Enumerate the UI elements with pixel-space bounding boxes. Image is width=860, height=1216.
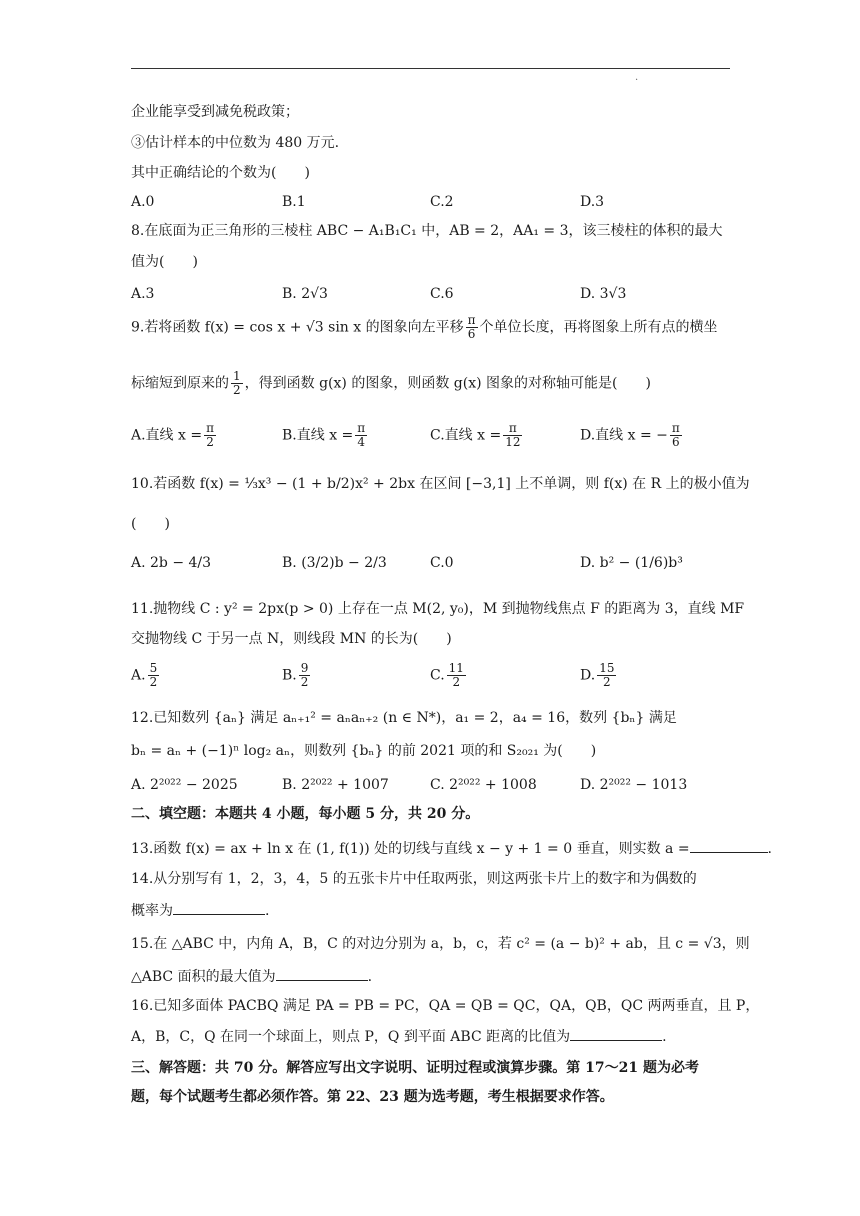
fraction-numerator: π [206,421,214,435]
q12-option-d: D. 2²⁰²² − 1013 [580,777,688,793]
fraction-denominator: 2 [300,675,309,689]
q10-option-d: D. b² − (1/6)b³ [580,555,683,571]
q9-line-a-pre: 9.若将函数 f(x) = cos x + √3 sin x 的图象向左平移 [131,319,464,336]
q13-text: 13.函数 f(x) = ax + ln x 在 (1, f(1)) 处的切线与直线 x − y + 1 = 0 垂直，则实数 a = [131,841,690,857]
q12-option-a: A. 2²⁰²² − 2025 [131,777,238,793]
q15-answer-blank[interactable] [276,966,368,981]
fraction-numerator: π [357,421,366,435]
q10-option-a: A. 2b − 4/3 [131,555,212,571]
fraction-numerator: π [467,313,476,327]
fraction-denominator: 2 [233,383,241,397]
fraction-denominator: 6 [467,327,476,341]
fraction-denominator: 4 [357,435,366,449]
option-prefix: D. [580,667,596,684]
fraction-numerator: 1 [233,369,241,383]
q8-line-a: 8.在底面为正三角形的三棱柱 ABC − A₁B₁C₁ 中，AB = 2，AA₁ = 3，该三棱柱的体积的最大 [131,223,723,239]
q9-scale-fraction [231,370,243,397]
q16-line-b [131,1026,667,1047]
q14-text: 概率为 [131,903,173,919]
q10-option-b: B. (3/2)b − 2/3 [282,555,387,571]
fraction-denominator: 2 [452,675,461,689]
fraction-denominator: 2 [206,435,214,449]
fraction-denominator: 2 [149,675,158,689]
q12-line-b: bₙ = aₙ + (−1)ⁿ log₂ aₙ，则数列 {bₙ} 的前 2021 项的和 S₂₀₂₁ 为( ) [131,743,597,759]
option-prefix: B.直线 x = [282,427,354,444]
fraction-denominator: 6 [672,435,680,449]
q7-line-a: 企业能享受到减免税政策； [131,104,299,120]
fraction-denominator: 2 [603,675,611,689]
section-3-heading-a: 三、解答题：共 70 分。解答应写出文字说明、证明过程或演算步骤。第 17～21 题为必考 [131,1060,699,1076]
fraction-numerator: 9 [300,661,309,675]
q8-option-c: C.6 [430,286,454,302]
q15-end: . [367,969,373,985]
option-prefix: B. [282,667,297,684]
header-rule [131,68,730,69]
q15-line-a: 15.在 △ABC 中，内角 A，B，C 的对边分别为 a，b，c，若 c² = (a − b)² + ab，且 c = √3，则 [131,936,750,952]
q7-option-b: B.1 [282,194,306,210]
q7-option-d: D.3 [580,194,605,210]
q11-option-c [430,662,468,689]
q9-line-b [131,370,651,397]
q7-line-b: ③估计样本的中位数为 480 万元. [131,135,340,151]
q9-line-b-pre: 标缩短到原来的 [131,375,229,392]
q12-option-c: C. 2²⁰²² + 1008 [430,777,537,793]
q8-line-b: 值为( ) [131,254,198,270]
q15-line-b [131,966,372,987]
q7-line-c: 其中正确结论的个数为( ) [131,165,310,181]
section-2-heading: 二、填空题：本题共 4 小题，每小题 5 分，共 20 分。 [131,806,480,822]
fraction-numerator: 11 [448,661,464,675]
q11-line-b: 交抛物线 C 于另一点 N，则线段 MN 的长为( ) [131,631,452,647]
q16-end: . [662,1029,667,1045]
header-mark: . [635,72,639,83]
q9-line-b-post: ，得到函数 g(x) 的图象，则函数 g(x) 图象的对称轴可能是( ) [244,375,651,392]
q13-answer-blank[interactable] [690,838,768,853]
q10-line-a: 10.若函数 f(x) = ⅓x³ − (1 + b/2)x² + 2bx 在区间 [−3,1] 上不单调，则 f(x) 在 R 上的极小值为 [131,476,750,492]
q7-option-c: C.2 [430,194,454,210]
q14-line-b [131,900,269,921]
q16-answer-blank[interactable] [570,1026,662,1041]
q8-option-b: B. 2√3 [282,286,328,302]
q7-option-a: A.0 [131,194,155,210]
q8-option-d: D. 3√3 [580,286,627,302]
option-prefix: D.直线 x = − [580,427,668,444]
q11-option-d [580,662,618,689]
section-3-heading-b: 题，每个试题考生都必须作答。第 22、23 题为选考题，考生根据要求作答。 [131,1089,614,1105]
fraction-numerator: 5 [149,661,158,675]
fraction-numerator: π [671,421,680,435]
q10-option-c: C.0 [430,555,454,571]
q13-line [131,838,772,859]
q9-line-a-post: 个单位长度，再将图象上所有点的横坐 [479,319,718,336]
q9-option-d [580,422,684,449]
q8-option-a: A.3 [131,286,155,302]
q9-option-a [131,422,218,449]
option-prefix: C.直线 x = [430,427,502,444]
q9-option-b [282,422,369,449]
q15-text: △ABC 面积的最大值为 [131,969,276,985]
q9-option-c [430,422,524,449]
q14-answer-blank[interactable] [173,900,265,915]
q9-line-a [131,314,718,341]
option-prefix: A.直线 x = [131,427,203,444]
q12-option-b: B. 2²⁰²² + 1007 [282,777,389,793]
q9-shift-fraction [466,314,478,341]
q11-line-a: 11.抛物线 C : y² = 2px(p > 0) 上存在一点 M(2, y₀)，M 到抛物线焦点 F 的距离为 3，直线 MF [131,601,745,617]
option-prefix: A. [131,667,146,684]
q16-line-a: 16.已知多面体 PACBQ 满足 PA = PB = PC，QA = QB = QC，QA，QB，QC 两两垂直，且 P， [131,998,760,1014]
q10-line-b: ( ) [131,516,170,532]
q13-end: . [767,841,772,857]
fraction-denominator: 12 [505,435,521,449]
q12-line-a: 12.已知数列 {aₙ} 满足 aₙ₊₁² = aₙaₙ₊₂ (n ∈ N*)，a₁ = 2，a₄ = 16，数列 {bₙ} 满足 [131,710,677,726]
q14-line-a: 14.从分别写有 1，2，3，4，5 的五张卡片中任取两张，则这两张卡片上的数字和为偶数的 [131,871,697,887]
fraction-numerator: π [503,422,522,436]
q14-end: . [265,903,270,919]
q11-option-a [131,662,161,689]
option-prefix: C. [430,667,445,684]
q16-text: A，B，C，Q 在同一个球面上，则点 P，Q 到平面 ABC 距离的比值为 [131,1029,571,1045]
q11-option-b [282,662,312,689]
fraction-numerator: 15 [599,661,615,675]
